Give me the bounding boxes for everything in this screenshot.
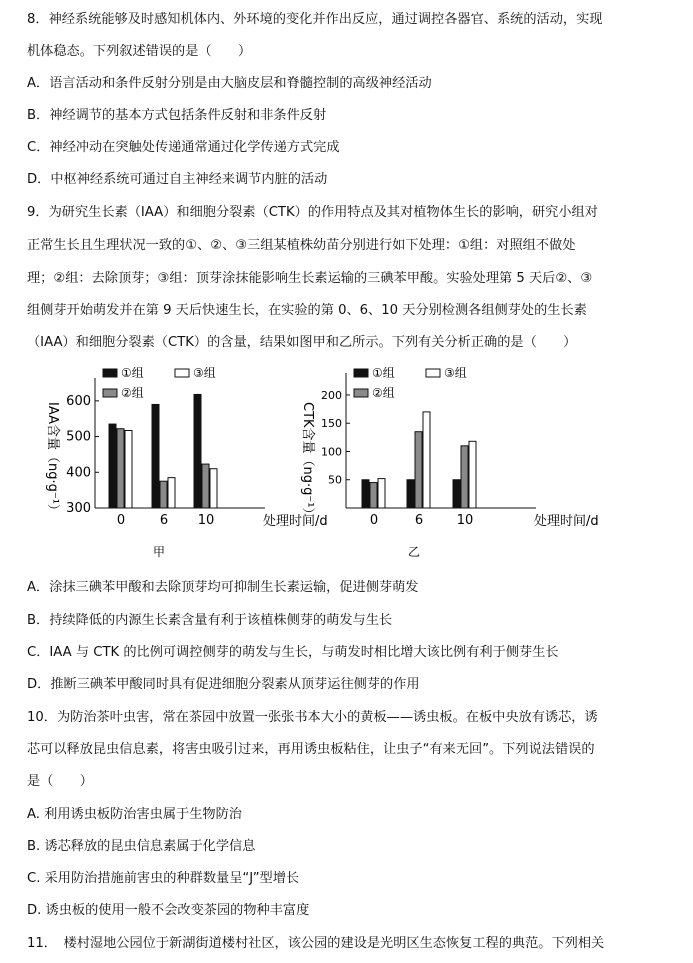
bar-2 [415,432,422,508]
q9-option-a: A．涂抹三碘苯甲酸和去除顶芽均可抑制生长素运输，促进侧芽萌发 [27,580,419,595]
q9-option-c: C．IAA 与 CTK 的比例可调控侧芽的萌发与生长，与萌发时相比增大该比例有利于侧芽生长 [27,645,559,660]
q10-option-c: C. 采用防治措施前害虫的种群数量呈“J”型增长 [27,871,300,886]
bar-1 [407,480,414,508]
q9-stem-line2: 正常生长且生理状况一致的①、②、③三组某植株幼苗分别进行如下处理：①组：对照组不做处 [27,238,576,253]
q10-option-d: D. 诱虫板的使用一般不会改变茶园的物种丰富度 [27,903,310,918]
legend-label: ②组 [121,386,144,400]
legend-swatch [354,369,368,377]
bar-3 [168,478,175,508]
y-tick-label: 200 [321,388,342,402]
q9-option-b: B．持续降低的内源生长素含量有利于该植株侧芽的萌发与生长 [27,613,393,628]
legend-label: ①组 [121,366,144,380]
q8-option-d: D．中枢神经系统可通过自主神经来调节内脏的活动 [27,172,328,187]
bar-2 [461,446,468,508]
y-tick-label: 50 [328,473,342,487]
chart-caption: 乙 [407,545,421,559]
q8-option-c: C．神经冲动在突触处传递通常通过化学传递方式完成 [27,140,340,155]
chart-caption: 甲 [152,545,166,559]
q10-stem-line3: 是（ ） [27,774,93,789]
legend-label: ②组 [372,386,395,400]
bar-1 [453,480,460,508]
bar-3 [423,412,430,508]
y-tick-label: 150 [321,417,342,431]
y-tick-label: 100 [321,445,342,459]
chart-yi-svg [290,362,599,567]
x-tick-label: 6 [159,513,169,528]
q9-stem-line1: 9．为研究生长素（IAA）和细胞分裂素（CTK）的作用特点及其对植物体生长的影响，研究小组对 [27,205,598,220]
q8-stem-line2: 机体稳态。下列叙述错误的是（ ） [27,44,252,59]
bar-3 [210,469,217,508]
bar-1 [194,394,201,508]
q11-stem-line1: 11． 楼村湿地公园位于新湖街道楼村社区，该公园的建设是光明区生态恢复工程的典范。下列相关 [27,936,605,951]
bar-2 [160,481,167,508]
y-tick-label: 500 [66,429,91,445]
x-tick-label: 0 [369,513,379,528]
q10-stem-line1: 10．为防治茶叶虫害，常在茶园中放置一张张书本大小的黄板——诱虫板。在板中央放有诱芯，诱 [27,710,598,725]
legend-label: ③组 [444,366,467,380]
q8-stem-line1: 8．神经系统能够及时感知机体内、外环境的变化并作出反应，通过调控各器官、系统的活动，实现 [27,12,603,27]
q8-option-a: A．语言活动和条件反射分别是由大脑皮层和脊髓控制的高级神经活动 [27,76,432,91]
q9-stem-line4: 组侧芽开始萌发并在第 9 天后快速生长，在实验的第 0、6、10 天分别检测各组侧芽处的生长素 [27,303,587,318]
q10-option-a: A. 利用诱虫板防治害虫属于生物防治 [27,807,242,822]
bar-2 [370,483,377,508]
y-tick-label: 600 [66,393,91,409]
bar-2 [117,429,124,508]
q8-option-b: B．神经调节的基本方式包括条件反射和非条件反射 [27,108,327,123]
legend-swatch [103,389,117,397]
bar-3 [378,479,385,508]
x-tick-label: 6 [414,513,424,528]
x-axis-label: 处理时间/d [534,514,599,529]
bar-3 [469,441,476,508]
legend-swatch [103,369,117,377]
y-axis-label: IAA含量（ng·g⁻¹） [45,402,60,517]
q9-option-d: D．推断三碘苯甲酸同时具有促进细胞分裂素从顶芽运往侧芽的作用 [27,677,420,692]
y-axis-label: CTK含量（ng·g⁻¹） [300,402,315,521]
chart-yi [290,362,599,571]
x-axis-label: 处理时间/d [263,514,328,529]
legend-swatch [354,389,368,397]
x-tick-label: 10 [197,513,215,528]
y-tick-label: 400 [66,465,91,481]
q9-stem-line3: 理；②组：去除顶芽；③组：顶芽涂抹能影响生长素运输的三碘苯甲酸。实验处理第 5 天后②、③ [27,271,593,286]
y-tick-label: 300 [66,501,91,516]
legend-swatch [426,369,440,377]
bar-3 [125,431,132,509]
legend-label: ①组 [372,366,395,380]
bar-1 [152,404,159,508]
bar-1 [109,424,116,508]
bar-1 [362,480,369,508]
legend-swatch [175,369,189,377]
x-tick-label: 10 [456,513,474,528]
bar-2 [202,464,209,508]
x-tick-label: 0 [116,513,126,528]
q10-option-b: B. 诱芯释放的昆虫信息素属于化学信息 [27,839,256,854]
q10-stem-line2: 芯可以释放昆虫信息素，将害虫吸引过来，再用诱虫板粘住，让虫子“有来无回”。下列说法错误的 [27,742,595,757]
q9-stem-line5: （IAA）和细胞分裂素（CTK）的含量，结果如图甲和乙所示。下列有关分析正确的是（ ） [27,335,577,350]
legend-label: ③组 [193,366,216,380]
